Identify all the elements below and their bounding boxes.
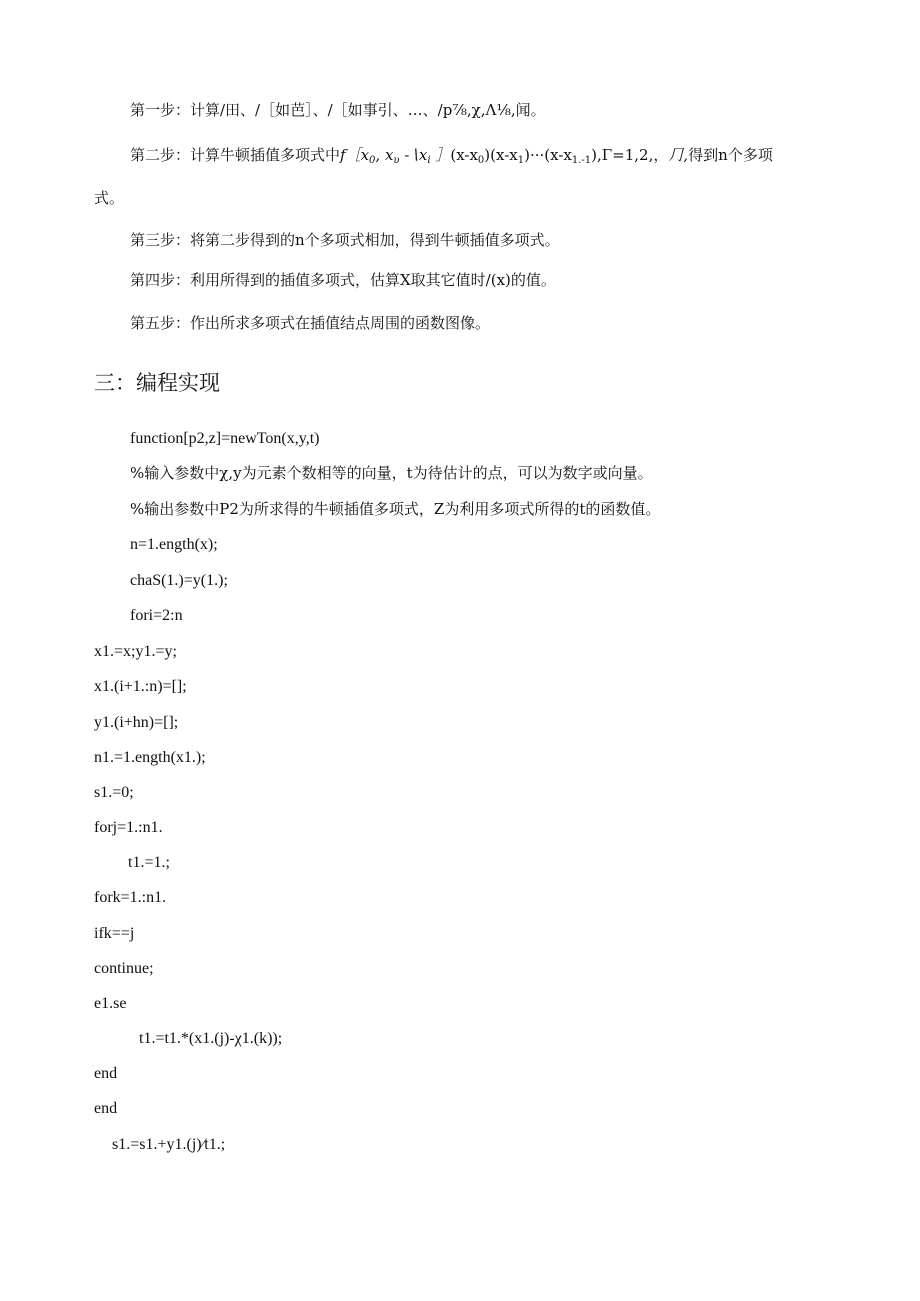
formula-n: ⺆, <box>668 146 689 164</box>
code-comment: %输出参数中P2为所求得的牛顿插值多项式，Z为利用多项式所得的t的函数值。 <box>130 500 661 518</box>
code-line: continue; <box>94 960 154 977</box>
formula-product: $(x-x_0)(x-x_1)\cdot\cdot\cdot(x-x_{1.-1}),\Gamma=1,2$,， <box>450 146 669 166</box>
step-one: 第一步：计算/田、/［如芭］、/［如事引、…、/p⅞,χ,Λ⅛,闻。 <box>130 101 546 119</box>
step-three: 第三步：将第二步得到的n个多项式相加，得到牛顿插值多项式。 <box>130 231 560 249</box>
code-line: n=1.ength(x); <box>130 536 218 553</box>
code-line: forj=1.:n1. <box>94 819 163 836</box>
code-line: s1.=s1.+y1.(j)⁄t1.; <box>112 1136 226 1153</box>
code-comment: %输入参数中χ,y为元素个数相等的向量，t为待估计的点，可以为数字或向量。 <box>130 464 653 482</box>
step-two-prefix: 第二步：计算牛顿插值多项式中 <box>130 146 341 164</box>
code-line: ifk==j <box>94 925 135 942</box>
code-line: t1.=1.; <box>128 854 170 871</box>
code-line: e1.se <box>94 995 127 1012</box>
code-line: y1.(i+hn)=[]; <box>94 714 179 731</box>
step-two-suffix: 得到n个多项 <box>688 146 773 164</box>
formula-divided-difference: $f[x_0$, $x_\upsilon$ $-∖x_i$ ］ <box>340 146 451 166</box>
code-line: end <box>94 1100 118 1117</box>
step-two <box>130 145 773 165</box>
code-line: fori=2:n <box>130 607 183 624</box>
step-two-continuation: 式。 <box>94 189 125 207</box>
step-four: 第四步：利用所得到的插值多项式，估算X取其它值时/(x)的值。 <box>130 271 556 289</box>
code-line: x1.=x;y1.=y; <box>94 643 177 660</box>
code-line: chaS(1.)=y(1.); <box>130 572 228 589</box>
code-line: n1.=1.ength(x1.); <box>94 749 206 766</box>
code-line: t1.=t1.*(x1.(j)-χ1.(k)); <box>139 1030 283 1047</box>
code-line: end <box>94 1065 118 1082</box>
code-line: x1.(i+1.:n)=[]; <box>94 678 187 695</box>
section-heading: 三：编程实现 <box>94 371 220 395</box>
code-line: s1.=0; <box>94 784 134 801</box>
step-five: 第五步：作出所求多项式在插值结点周围的函数图像。 <box>130 314 491 332</box>
code-line: fork=1.:n1. <box>94 889 167 906</box>
code-line: function[p2,z]=newTon(x,y,t) <box>130 430 320 447</box>
